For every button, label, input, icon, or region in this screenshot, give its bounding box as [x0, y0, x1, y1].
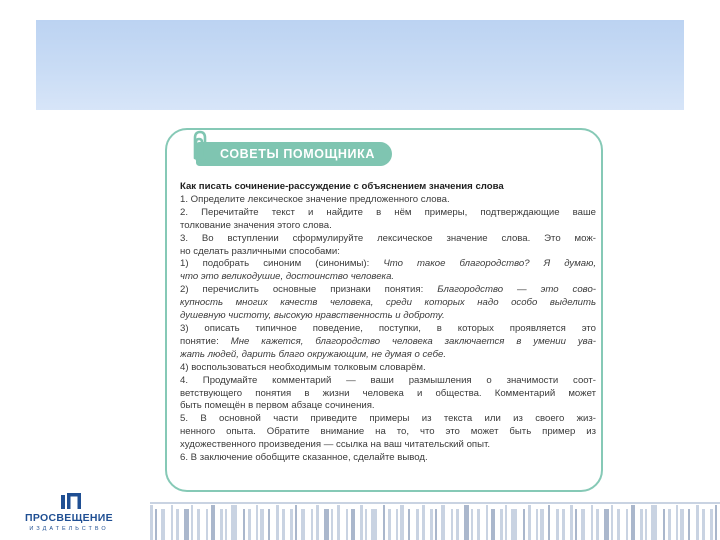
- header-band: [36, 20, 684, 110]
- stripe: [491, 509, 495, 540]
- stripe: [256, 505, 258, 540]
- publisher-name: ПРОСВЕЩЕНИЕ: [25, 512, 113, 524]
- stripe: [150, 505, 153, 540]
- text-line-italic: Благородство — это сово-: [437, 284, 596, 296]
- stripe: [360, 505, 363, 540]
- text-line: [180, 439, 596, 452]
- stripe: [604, 509, 609, 540]
- stripe: [611, 505, 613, 540]
- publisher-logo-icon: [60, 492, 82, 510]
- stripe: [715, 505, 717, 540]
- text-line: [180, 452, 596, 465]
- stripe: [640, 509, 643, 540]
- text-line-italic: что это великодушие, достоинство человека.: [180, 271, 395, 283]
- stripe: [311, 509, 313, 540]
- text-line-plain: 2) перечислить основные признаки понятия:: [180, 284, 438, 296]
- publisher-subtitle: ИЗДАТЕЛЬСТВО: [29, 526, 109, 532]
- stripe: [710, 509, 713, 540]
- stripe: [388, 509, 391, 540]
- text-line: [180, 336, 596, 349]
- text-line: [180, 426, 596, 439]
- stripe: [645, 509, 647, 540]
- text-line-plain: но сделать различными способами:: [180, 245, 340, 257]
- card-heading: Как писать сочинение-рассуждение с объяснением значения слова: [180, 181, 504, 192]
- stripe: [523, 509, 525, 540]
- stripe: [702, 509, 705, 540]
- publisher-logo: [0, 490, 138, 540]
- stripe: [596, 509, 599, 540]
- stripe: [456, 509, 459, 540]
- text-line: [180, 349, 596, 362]
- stripe: [464, 505, 469, 540]
- text-line-plain: 3. Во вступлении сформулируйте лексическое значение слова. Это мож-: [180, 232, 596, 244]
- stripe: [477, 509, 480, 540]
- stripe: [383, 505, 385, 540]
- stripe: [631, 505, 635, 540]
- text-line-plain: 6. В заключение обобщите сказанное, сделайте вывод.: [180, 452, 428, 464]
- text-line: [180, 400, 596, 413]
- stripe: [511, 509, 517, 540]
- stripe: [696, 505, 699, 540]
- stripe: [282, 509, 285, 540]
- stripe: [161, 509, 165, 540]
- stripe: [570, 505, 573, 540]
- text-line-plain: художественного произведения — ссылка на ваш читательский опыт.: [180, 439, 490, 451]
- text-line-italic: душевную чистоту, высокую нравственность и доброту.: [180, 310, 445, 322]
- stripe: [676, 505, 678, 540]
- decorative-stripes: [150, 495, 720, 540]
- text-line-plain: быть помещён в первом абзаце сочинения.: [180, 400, 375, 412]
- stripe: [243, 509, 245, 540]
- stripe: [441, 505, 445, 540]
- stripe: [500, 509, 503, 540]
- stripe: [337, 505, 340, 540]
- stripe: [680, 509, 684, 540]
- text-line-italic: купность многих качеств человека, среди которых надо особо выделить: [180, 297, 596, 309]
- stripe: [231, 505, 237, 540]
- text-line: [180, 375, 596, 388]
- stripe: [688, 509, 690, 540]
- card-title: СОВЕТЫ ПОМОЩНИКА: [196, 142, 392, 166]
- stripe: [316, 505, 319, 540]
- stripe: [276, 505, 279, 540]
- stripe: [301, 509, 305, 540]
- stripe: [581, 509, 585, 540]
- text-line-italic: жать людей, дарить благо окружающим, не думая о себе.: [180, 348, 446, 360]
- stripe: [171, 505, 173, 540]
- stripe: [191, 505, 193, 540]
- stripe: [290, 509, 293, 540]
- stripe: [540, 509, 544, 540]
- stripe: [184, 509, 189, 540]
- text-line-plain: 5. В основной части приведите примеры из текста или из своего жиз-: [180, 413, 596, 425]
- text-line-plain: толкование значения этого слова.: [180, 219, 332, 231]
- stripe: [528, 505, 531, 540]
- stripe: [400, 505, 404, 540]
- text-line-plain: 1. Определите лексическое значение предложенного слова.: [180, 193, 450, 205]
- stripe: [617, 509, 620, 540]
- stripe: [351, 509, 355, 540]
- text-line-plain: 2. Перечитайте текст и найдите в нём примеры, подтверждающие ваше: [180, 206, 596, 218]
- stripe: [651, 505, 657, 540]
- stripe-rule: [150, 502, 720, 504]
- text-line: [180, 413, 596, 426]
- stripe: [225, 509, 227, 540]
- text-line-plain: ненного опыта. Обратите внимание на то, что это может быть пример из: [180, 426, 596, 438]
- stripe: [556, 509, 559, 540]
- stripe: [248, 509, 251, 540]
- text-line-plain: 3) описать типичное поведение, поступки, в которых проявляется это: [180, 322, 596, 334]
- stripe: [422, 505, 425, 540]
- text-line: [180, 323, 596, 336]
- stripe: [331, 509, 333, 540]
- stripe: [408, 509, 410, 540]
- stripe: [295, 505, 297, 540]
- stripe: [197, 509, 200, 540]
- stripe: [663, 509, 665, 540]
- text-line: [180, 258, 596, 271]
- stripe: [486, 505, 488, 540]
- text-line-plain: ветствующего понятия в жизни человека и общества. Комментарий может: [180, 387, 596, 399]
- text-line: [180, 194, 596, 207]
- stripe: [430, 509, 433, 540]
- text-line-italic: Что такое благородство? Я думаю,: [383, 258, 596, 270]
- stripe: [260, 509, 264, 540]
- text-line-plain: 4. Продумайте комментарий — ваши размышления о значимости соот-: [180, 374, 596, 386]
- stripe: [471, 509, 473, 540]
- stripe: [505, 505, 507, 540]
- stripe: [268, 509, 270, 540]
- stripe: [396, 509, 398, 540]
- text-line-plain: понятие:: [180, 335, 231, 347]
- stripe: [451, 509, 453, 540]
- stripe: [346, 509, 348, 540]
- stripe: [591, 505, 593, 540]
- text-line: [180, 207, 596, 220]
- advice-text: [180, 181, 596, 465]
- text-line: [180, 246, 596, 259]
- stripe: [211, 505, 215, 540]
- text-line-plain: 4) воспользоваться необходимым толковым словарём.: [180, 361, 426, 373]
- stripe: [562, 509, 565, 540]
- stripe: [206, 509, 208, 540]
- stripe: [365, 509, 367, 540]
- text-line-italic: Мне кажется, благородство человека заключается в умении ува-: [230, 335, 596, 347]
- stripe: [626, 509, 628, 540]
- text-line: [180, 284, 596, 297]
- text-line-plain: 1) подобрать синоним (синонимы):: [180, 258, 384, 270]
- stripe: [416, 509, 419, 540]
- stripe: [155, 509, 157, 540]
- stripe: [435, 509, 437, 540]
- text-line: [180, 233, 596, 246]
- text-line: [180, 388, 596, 401]
- text-line: [180, 297, 596, 310]
- stripe: [548, 505, 550, 540]
- stripe: [371, 509, 377, 540]
- stripe: [575, 509, 577, 540]
- text-line: [180, 271, 596, 284]
- stripe: [668, 509, 671, 540]
- text-line: [180, 310, 596, 323]
- stripe: [536, 509, 538, 540]
- stripe: [176, 509, 179, 540]
- text-line: [180, 362, 596, 375]
- stripe: [324, 509, 329, 540]
- paperclip-icon: [182, 128, 218, 166]
- stripe: [220, 509, 223, 540]
- text-line: [180, 220, 596, 233]
